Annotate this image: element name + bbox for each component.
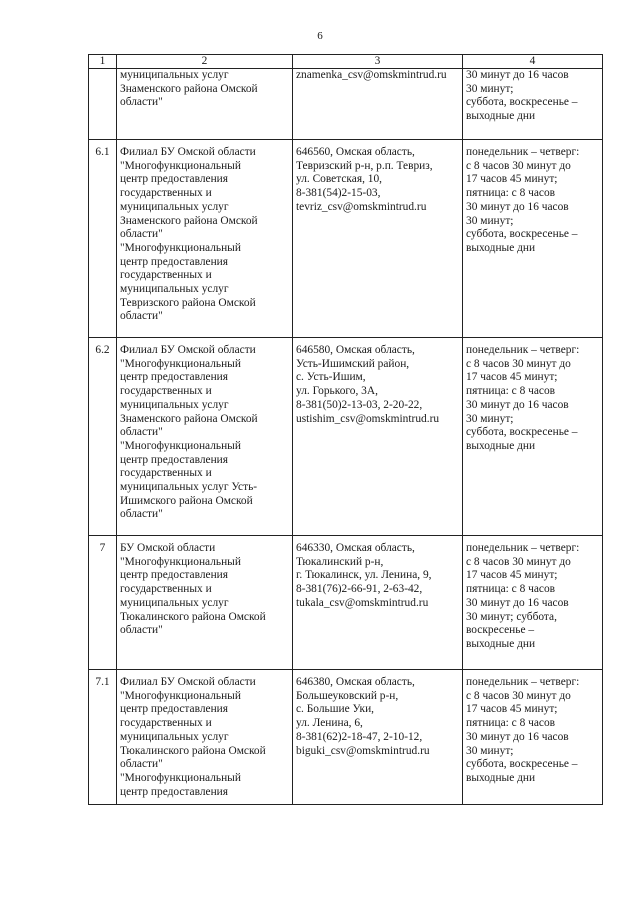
row-number: 6.1 <box>89 140 117 338</box>
office-hours: понедельник – четверг: с 8 часов 30 минут до 17 часов 45 минут; пятница: с 8 часов 30 минут до 16 часов 30 минут; суббота, воскресенье – выходные дни <box>463 670 603 805</box>
office-hours: понедельник – четверг: с 8 часов 30 минут до 17 часов 45 минут; пятница: с 8 часов 30 минут до 16 часов 30 минут; суббота, воскресенье – выходные дни <box>463 140 603 338</box>
row-number <box>89 69 117 140</box>
office-hours: 30 минут до 16 часов 30 минут; суббота, воскресенье – выходные дни <box>463 69 603 140</box>
page-number: 6 <box>317 30 323 42</box>
table-header-row <box>89 55 603 69</box>
office-address: 646330, Омская область, Тюкалинский р-н, г. Тюкалинск, ул. Ленина, 9, 8-381(76)2-66-91, 2-63-42, tukala_csv@omskmintrud.ru <box>293 536 463 670</box>
office-hours: понедельник – четверг: с 8 часов 30 минут до 17 часов 45 минут; пятница: с 8 часов 30 минут до 16 часов 30 минут; суббота, воскресенье – выходные дни <box>463 536 603 670</box>
office-name: Филиал БУ Омской области "Многофункциональный центр предоставления государственных и муниципальных услуг Знаменского района Омской области" "Многофункциональный центр предоставления государственных и муниципальных услуг Усть- Ишимского района Омской области" <box>117 338 293 536</box>
office-name: муниципальных услуг Знаменского района Омской области" <box>117 69 293 140</box>
column-number-1: 1 <box>89 55 117 69</box>
office-address: 646560, Омская область, Тевризский р-н, р.п. Тевриз, ул. Советская, 10, 8-381(54)2-15-03, tevriz_csv@omskmintrud.ru <box>293 140 463 338</box>
office-name: Филиал БУ Омской области "Многофункциональный центр предоставления государственных и муниципальных услуг Тюкалинского района Омской области" "Многофункциональный центр предоставления <box>117 670 293 805</box>
office-name: Филиал БУ Омской области "Многофункциональный центр предоставления государственных и муниципальных услуг Знаменского района Омской области" "Многофункциональный центр предоставления государственных и муниципальных услуг Тевризского района Омской области" <box>117 140 293 338</box>
column-number-3: 3 <box>293 55 463 69</box>
office-name: БУ Омской области "Многофункциональный центр предоставления государственных и муниципальных услуг Тюкалинского района Омской области" <box>117 536 293 670</box>
row-number: 7 <box>89 536 117 670</box>
table-row <box>89 536 603 670</box>
office-address: znamenka_csv@omskmintrud.ru <box>293 69 463 140</box>
table-row <box>89 69 603 140</box>
row-number: 6.2 <box>89 338 117 536</box>
table-row <box>89 670 603 805</box>
table-row <box>89 338 603 536</box>
column-number-2: 2 <box>117 55 293 69</box>
office-address: 646580, Омская область, Усть-Ишимский район, с. Усть-Ишим, ул. Горького, 3А, 8-381(50)2-13-03, 2-20-22, ustishim_csv@omskmintrud.ru <box>293 338 463 536</box>
office-hours: понедельник – четверг: с 8 часов 30 минут до 17 часов 45 минут; пятница: с 8 часов 30 минут до 16 часов 30 минут; суббота, воскресенье – выходные дни <box>463 338 603 536</box>
mfc-offices-table <box>88 54 603 805</box>
row-number: 7.1 <box>89 670 117 805</box>
column-number-4: 4 <box>463 55 603 69</box>
office-address: 646380, Омская область, Большеуковский р-н, с. Большие Уки, ул. Ленина, 6, 8-381(62)2-18-47, 2-10-12, biguki_csv@omskmintrud.ru <box>293 670 463 805</box>
table-row <box>89 140 603 338</box>
